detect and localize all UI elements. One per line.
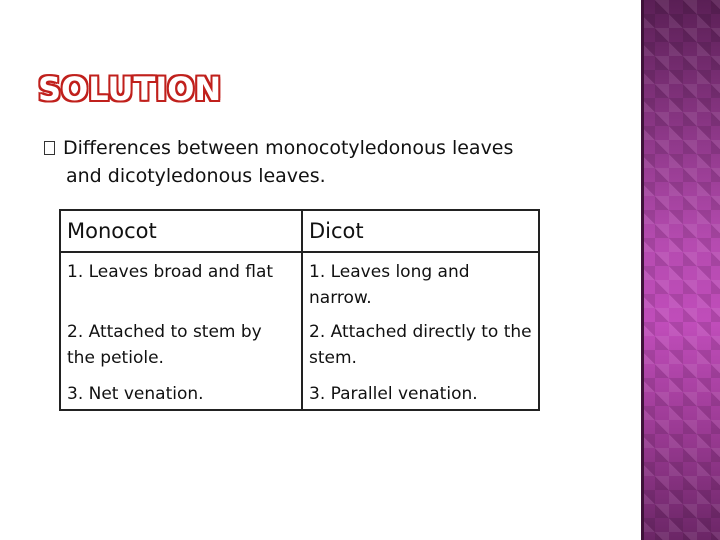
table-header-row xyxy=(60,210,539,252)
bullet-text-line2: and dicotyledonous leaves. xyxy=(66,165,326,187)
table-row xyxy=(60,375,539,410)
table-row xyxy=(60,252,539,315)
decorative-side-band xyxy=(641,0,720,540)
table-row xyxy=(60,315,539,375)
cell-dicot: 1. Leaves long and narrow. xyxy=(302,252,539,315)
cell-monocot: 1. Leaves broad and flat xyxy=(60,252,302,315)
slide-title: SOLUTION xyxy=(38,70,222,108)
checkbox-bullet-icon xyxy=(44,141,55,155)
bullet-point xyxy=(44,134,584,190)
header-monocot: Monocot xyxy=(60,210,302,252)
cell-dicot: 3. Parallel venation. xyxy=(302,375,539,410)
side-band-edge xyxy=(641,0,644,540)
cell-dicot: 2. Attached directly to the stem. xyxy=(302,315,539,375)
comparison-table xyxy=(59,209,540,411)
cell-monocot: 2. Attached to stem by the petiole. xyxy=(60,315,302,375)
header-dicot: Dicot xyxy=(302,210,539,252)
cell-monocot: 3. Net venation. xyxy=(60,375,302,410)
bullet-text-line1: Differences between monocotyledonous leaves xyxy=(63,137,514,159)
